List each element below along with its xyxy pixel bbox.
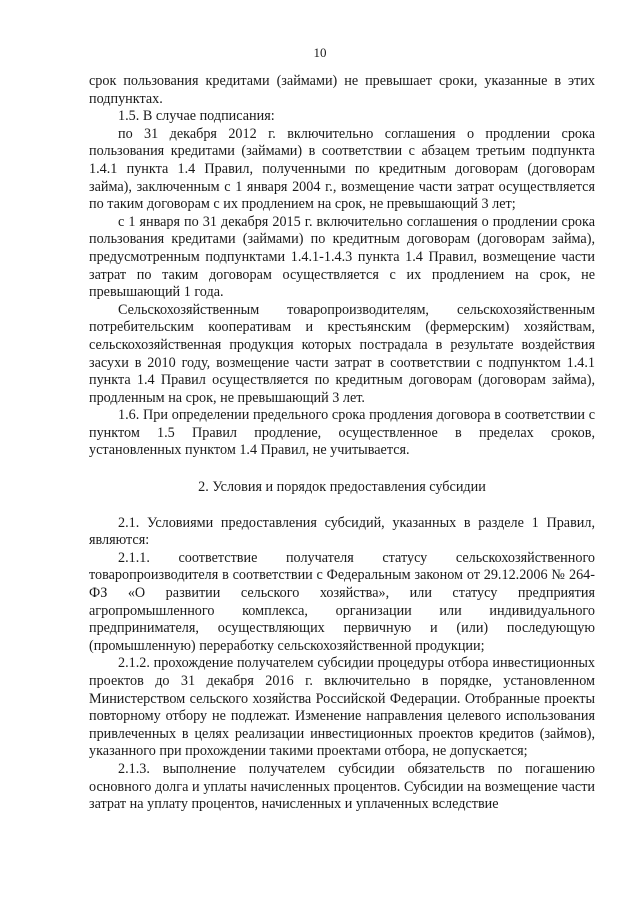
paragraph-continuation: срок пользования кредитами (займами) не превышает сроки, указанные в этих подпунктах. xyxy=(89,73,595,107)
page-number: 10 xyxy=(313,45,327,60)
paragraph-drought-2010: Сельскохозяйственным товаропроизводителям, сельскохозяйственным потребительским кооперативам и крестьянским (фермерским) хозяйствам, сельскохозяйственная продукция которых пострадала в результате воздействия засухи в 2010 году, возмещение части затрат в соответствии с подпунктом 1.4.1 пункта 1.4 Правил осуществляется по кредитным договорам (договорам займа), продленным на срок, не превышающий 3 лет. xyxy=(89,301,595,406)
paragraph-1-5: 1.5. В случае подписания: xyxy=(118,108,275,125)
document-body xyxy=(89,73,595,814)
paragraph-2-1-1: 2.1.1. соответствие получателя статусу сельскохозяйственного товаропроизводителя в соответствии с Федеральным законом от 29.12.2006 № 264-ФЗ «О развитии сельского хозяйства», или статусу предприятия агропромышленного комплекса, организации или индивидуального предпринимателя, осуществляющих первичную и (или) последующую (промышленную) переработку сельскохозяйственной продукции; xyxy=(89,549,595,654)
paragraph-2-1: 2.1. Условиями предоставления субсидий, указанных в разделе 1 Правил, являются: xyxy=(89,514,595,549)
paragraph-2012-agreement: по 31 декабря 2012 г. включительно соглашения о продлении срока пользования кредитами (займами) в соответствии с абзацем третьим подпункта 1.4.1 пункта 1.4 Правил, полученными по кредитным договорам (договорам займа), заключенным с 1 января 2004 г., возмещение части затрат осуществляется по таким договорам с их продлением на срок, не превышающий 3 лет; xyxy=(89,125,595,213)
paragraph-2-1-2: 2.1.2. прохождение получателем субсидии процедуры отбора инвестиционных проектов до 31 декабря 2016 г. включительно в порядке, установленном Министерством сельского хозяйства Российской Федерации. Отобранные проекты повторному отбору не подлежат. Изменение направления целевого использования привлеченных в целях реализации инвестиционных проектов кредитов (займов), указанного при прохождении такими проектами отбора, не допускается; xyxy=(89,655,595,760)
section-heading: 2. Условия и порядок предоставления субсидии xyxy=(198,479,486,496)
paragraph-1-6: 1.6. При определении предельного срока продления договора в соответствии с пунктом 1.5 Правил продление, осуществленное в пределах сроков, установленных пунктом 1.4 Правил, не учитывается. xyxy=(89,407,595,459)
paragraph-2015-agreement: с 1 января по 31 декабря 2015 г. включительно соглашения о продлении срока пользования кредитами (займами) по кредитным договорам (договорам займа), предусмотренным подпунктами 1.4.1-1.4.3 пункта 1.4 Правил, возмещение части затрат по таким договорам осуществляется с их продлением на срок, не превышающий 1 года. xyxy=(89,213,595,301)
paragraph-2-1-3: 2.1.3. выполнение получателем субсидии обязательств по погашению основного долга и уплаты начисленных процентов. Субсидии на возмещение части затрат на уплату процентов, начисленных и уплаченных вследствие xyxy=(89,760,595,813)
